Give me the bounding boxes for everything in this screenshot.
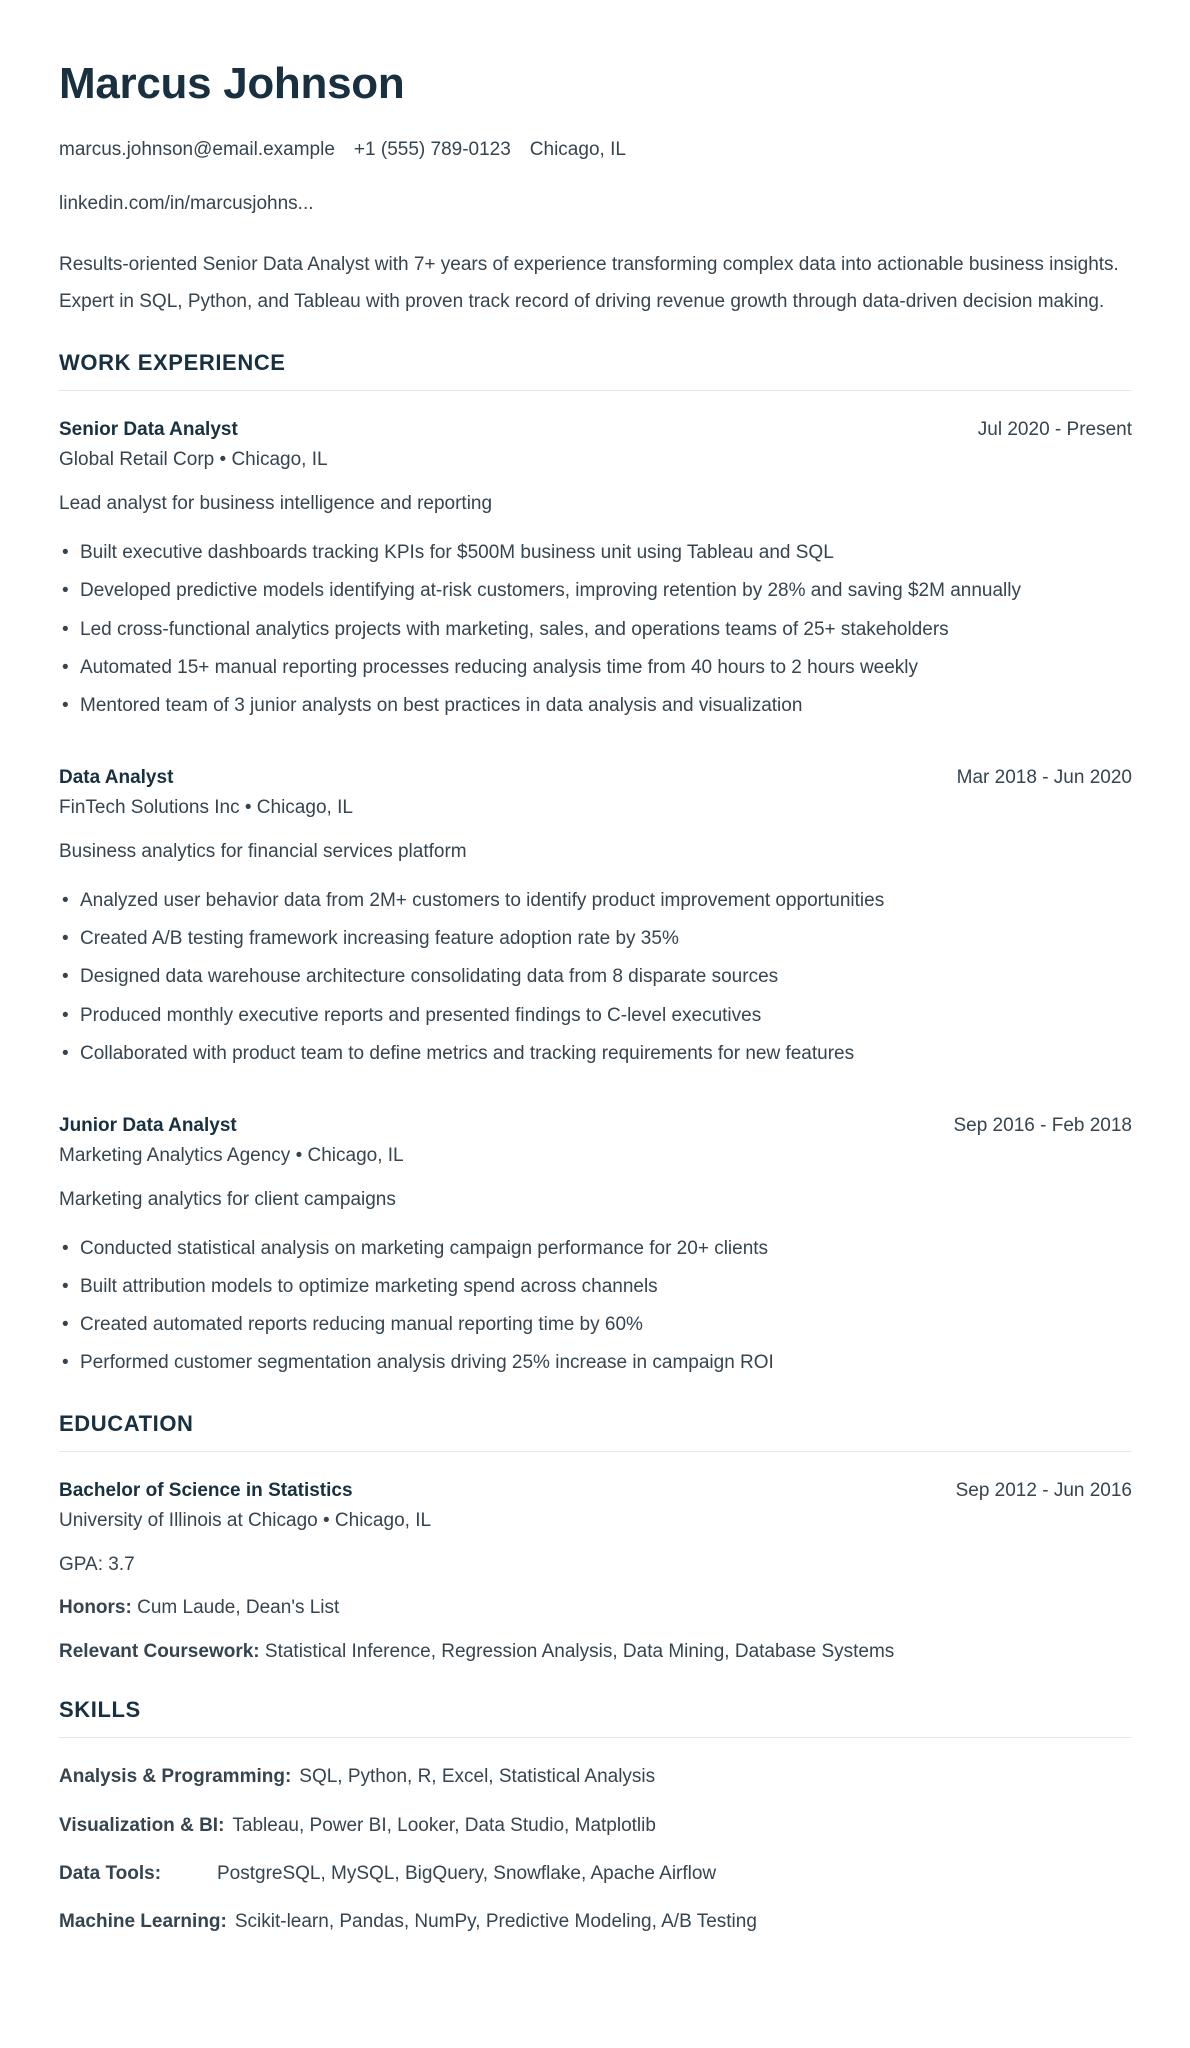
skill-category-label: Machine Learning: (59, 1911, 227, 1933)
section-divider (59, 1737, 1132, 1738)
job-company: FinTech Solutions Inc • Chicago, IL (59, 797, 353, 819)
education-entry (59, 1476, 1132, 1667)
skill-category-label: Data Tools: (59, 1863, 162, 1885)
section-divider (59, 390, 1132, 391)
job-description: Lead analyst for business intelligence and reporting (59, 492, 493, 514)
section-work-experience (59, 350, 1132, 1381)
bullet-item: • Built attribution models to optimize marketing spend across channels (59, 1269, 1132, 1304)
skill-row (59, 1762, 1132, 1792)
job-dates: Jul 2020 - Present (977, 419, 1132, 441)
skill-category-label: Analysis & Programming: (59, 1766, 292, 1788)
job-header (59, 1111, 1132, 1141)
job-title: Data Analyst (59, 766, 174, 788)
skill-values: Tableau, Power BI, Looker, Data Studio, Matplotlib (232, 1814, 656, 1836)
skill-row (59, 1811, 1132, 1841)
gpa-label: GPA: (59, 1553, 103, 1575)
section-education (59, 1411, 1132, 1667)
honors-label: Honors: (59, 1597, 132, 1619)
bullet-item: • Analyzed user behavior data from 2M+ customers to identify product improvement opportunities (59, 883, 1132, 918)
skills-list (59, 1762, 1132, 1938)
job-dates: Mar 2018 - Jun 2020 (956, 766, 1132, 788)
contact-location: Chicago, IL (529, 138, 626, 160)
job-title: Senior Data Analyst (59, 419, 238, 441)
bullet-item: • Conducted statistical analysis on marketing campaign performance for 20+ clients (59, 1231, 1132, 1266)
skill-category-label: Visualization & BI: (59, 1814, 225, 1836)
skill-values: PostgreSQL, MySQL, BigQuery, Snowflake, Apache Airflow (217, 1863, 717, 1885)
gpa-line (59, 1550, 1132, 1580)
bullet-item: • Performed customer segmentation analysis driving 25% increase in campaign ROI (59, 1345, 1132, 1380)
job-title: Junior Data Analyst (59, 1114, 237, 1136)
contact-row (59, 135, 1132, 165)
professional-summary: Results-oriented Senior Data Analyst with 7+ years of experience transforming complex data into actionable business insights. Expert in SQL, Python, and Tableau with proven track record of driving revenue growth through data-driven decision making. (59, 253, 1119, 312)
skill-values: SQL, Python, R, Excel, Statistical Analysis (299, 1766, 656, 1788)
job-entry (59, 763, 1132, 1071)
bullet-item: • Automated 15+ manual reporting processes reducing analysis time from 40 hours to 2 hours weekly (59, 650, 1132, 685)
contact-email: marcus.johnson@email.example (59, 138, 335, 160)
skill-row (59, 1907, 1132, 1937)
gpa-value: 3.7 (108, 1553, 135, 1575)
contact-phone: +1 (555) 789-0123 (353, 138, 511, 160)
job-header (59, 763, 1132, 793)
bullet-item: • Led cross-functional analytics projects with marketing, sales, and operations teams of 25+ stakeholders (59, 612, 1132, 647)
coursework-value: Statistical Inference, Regression Analysis, Data Mining, Database Systems (264, 1640, 895, 1662)
contact-linkedin: linkedin.com/in/marcusjohns... (59, 193, 314, 215)
job-entry (59, 415, 1132, 723)
section-divider (59, 1451, 1132, 1452)
job-bullet-list (59, 1231, 1132, 1381)
job-entry (59, 1111, 1132, 1381)
education-header (59, 1476, 1132, 1506)
bullet-item: • Produced monthly executive reports and presented findings to C-level executives (59, 998, 1132, 1033)
coursework-line (59, 1637, 1132, 1667)
section-skills (59, 1697, 1132, 1938)
honors-line (59, 1593, 1132, 1623)
education-dates: Sep 2012 - Jun 2016 (955, 1479, 1132, 1501)
link-row (59, 189, 1132, 219)
coursework-label: Relevant Coursework: (59, 1640, 260, 1662)
degree-title: Bachelor of Science in Statistics (59, 1479, 353, 1501)
bullet-item: • Designed data warehouse architecture consolidating data from 8 disparate sources (59, 959, 1132, 994)
job-dates: Sep 2016 - Feb 2018 (953, 1114, 1132, 1136)
bullet-item: • Built executive dashboards tracking KPIs for $500M business unit using Tableau and SQL (59, 535, 1132, 570)
bullet-item: • Created A/B testing framework increasing feature adoption rate by 35% (59, 921, 1132, 956)
bullet-item: • Mentored team of 3 junior analysts on best practices in data analysis and visualization (59, 688, 1132, 723)
bullet-item: • Created automated reports reducing manual reporting time by 60% (59, 1307, 1132, 1342)
job-company: Global Retail Corp • Chicago, IL (59, 449, 328, 471)
job-bullet-list (59, 535, 1132, 723)
school-name: University of Illinois at Chicago • Chicago, IL (59, 1510, 432, 1532)
job-company: Marketing Analytics Agency • Chicago, IL (59, 1145, 404, 1167)
education-section-title: EDUCATION (59, 1410, 194, 1436)
resume-header (59, 58, 1132, 320)
job-description: Marketing analytics for client campaigns (59, 1188, 396, 1210)
skill-row (59, 1859, 1132, 1889)
bullet-item: • Developed predictive models identifying at-risk customers, improving retention by 28% and saving $2M annually (59, 573, 1132, 608)
skill-values: Scikit-learn, Pandas, NumPy, Predictive Modeling, A/B Testing (234, 1911, 757, 1933)
work-section-title: WORK EXPERIENCE (59, 349, 286, 375)
honors-value: Cum Laude, Dean's List (137, 1597, 340, 1619)
job-description: Business analytics for financial services platform (59, 840, 467, 862)
job-bullet-list (59, 883, 1132, 1071)
bullet-item: • Collaborated with product team to define metrics and tracking requirements for new features (59, 1036, 1132, 1071)
candidate-name: Marcus Johnson (59, 59, 405, 108)
skills-section-title: SKILLS (59, 1696, 141, 1722)
job-header (59, 415, 1132, 445)
